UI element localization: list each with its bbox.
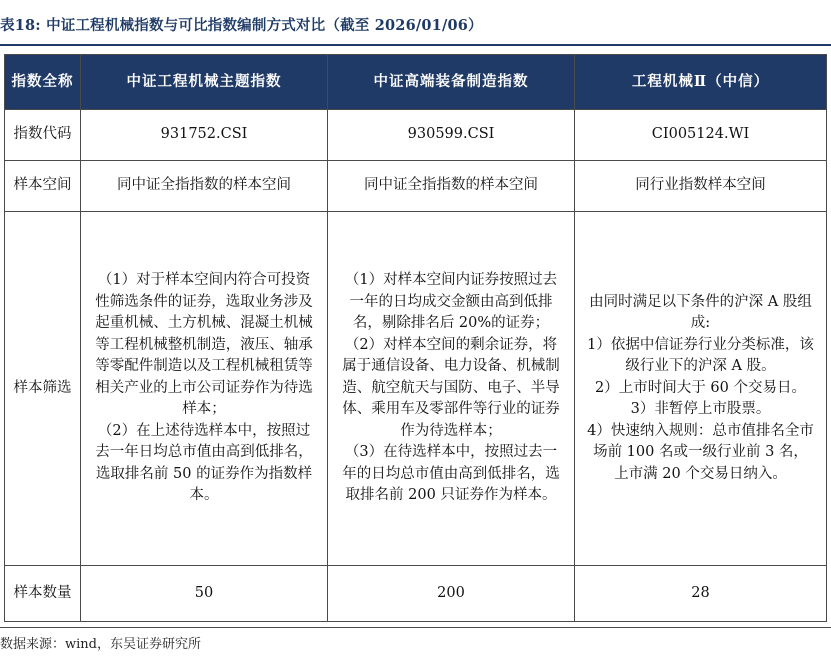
screen-col-3-para: 1）依据中信证券行业分类标准，该级行业下的沪深 A 股。 [587,336,814,375]
header-col-1: 中证工程机械主题指数 [81,55,328,110]
space-col-3: 同行业指数样本空间 [575,161,827,212]
screen-col-3-para: 3）非暂停上市股票。 [630,401,771,418]
table-row [5,566,827,622]
header-row [5,55,827,110]
count-col-1: 50 [81,566,328,622]
title-rule [0,44,831,46]
count-col-2: 200 [328,566,575,622]
screen-col-3-para: 2）上市时间大于 60 个交易日。 [595,379,806,396]
header-col-2: 中证高端装备制造指数 [328,55,575,110]
code-col-3: CI005124.WI [575,110,827,161]
screen-col-1-para: （2）在上述待选样本中，按照过去一年日均总市值由高到低排名，选取排名前 50 的证券作为指数样本。 [95,422,313,504]
screen-col-3-para: 4）快速纳入规则：总市值排名全市场前 100 名或一级行业前 3 名，上市满 20 个交易日纳入。 [587,422,814,482]
screen-col-3 [575,212,827,566]
screen-col-1-para: （1）对于样本空间内符合可投资性筛选条件的证券，选取业务涉及起重机械、土方机械、混凝土机械等工程机械整机制造，液压、轴承等零配件制造以及工程机械租赁等相关产业的上市公司证券作为待选样本； [95,272,313,418]
table-row [5,212,827,566]
row-label-code: 指数代码 [5,110,81,161]
screen-col-2-para: （2）对样本空间的剩余证券，将属于通信设备、电力设备、机械制造、航空航天与国防、电子、半导体、乘用车及零部件等行业的证券作为待选样本； [342,336,560,439]
source-note: 数据来源：wind，东吴证券研究所 [0,637,201,652]
space-col-1: 同中证全指指数的样本空间 [81,161,328,212]
row-label-space: 样本空间 [5,161,81,212]
row-label-screen: 样本筛选 [5,212,81,566]
code-col-1: 931752.CSI [81,110,328,161]
screen-col-1 [81,212,328,566]
table-title: 表18: 中证工程机械指数与可比指数编制方式对比（截至 2026/01/06） [0,17,483,34]
table-row [5,161,827,212]
header-col-3: 工程机械Ⅱ（中信） [575,55,827,110]
header-label: 指数全称 [5,55,81,110]
comparison-table [4,54,827,622]
table-row [5,110,827,161]
screen-col-2-para: （3）在待选样本中，按照过去一年的日均总市值由高到低排名，选取排名前 200 只证券作为样本。 [342,444,560,504]
screen-col-2-para: （1）对样本空间内证券按照过去一年的日均成交金额由高到低排名，剔除排名后 20%的证券； [344,272,558,332]
source-rule [0,627,831,628]
code-col-2: 930599.CSI [328,110,575,161]
space-col-2: 同中证全指指数的样本空间 [328,161,575,212]
count-col-3: 28 [575,566,827,622]
screen-col-2 [328,212,575,566]
row-label-count: 样本数量 [5,566,81,622]
screen-col-3-para: 由同时满足以下条件的沪深 A 股组成: [589,293,812,332]
